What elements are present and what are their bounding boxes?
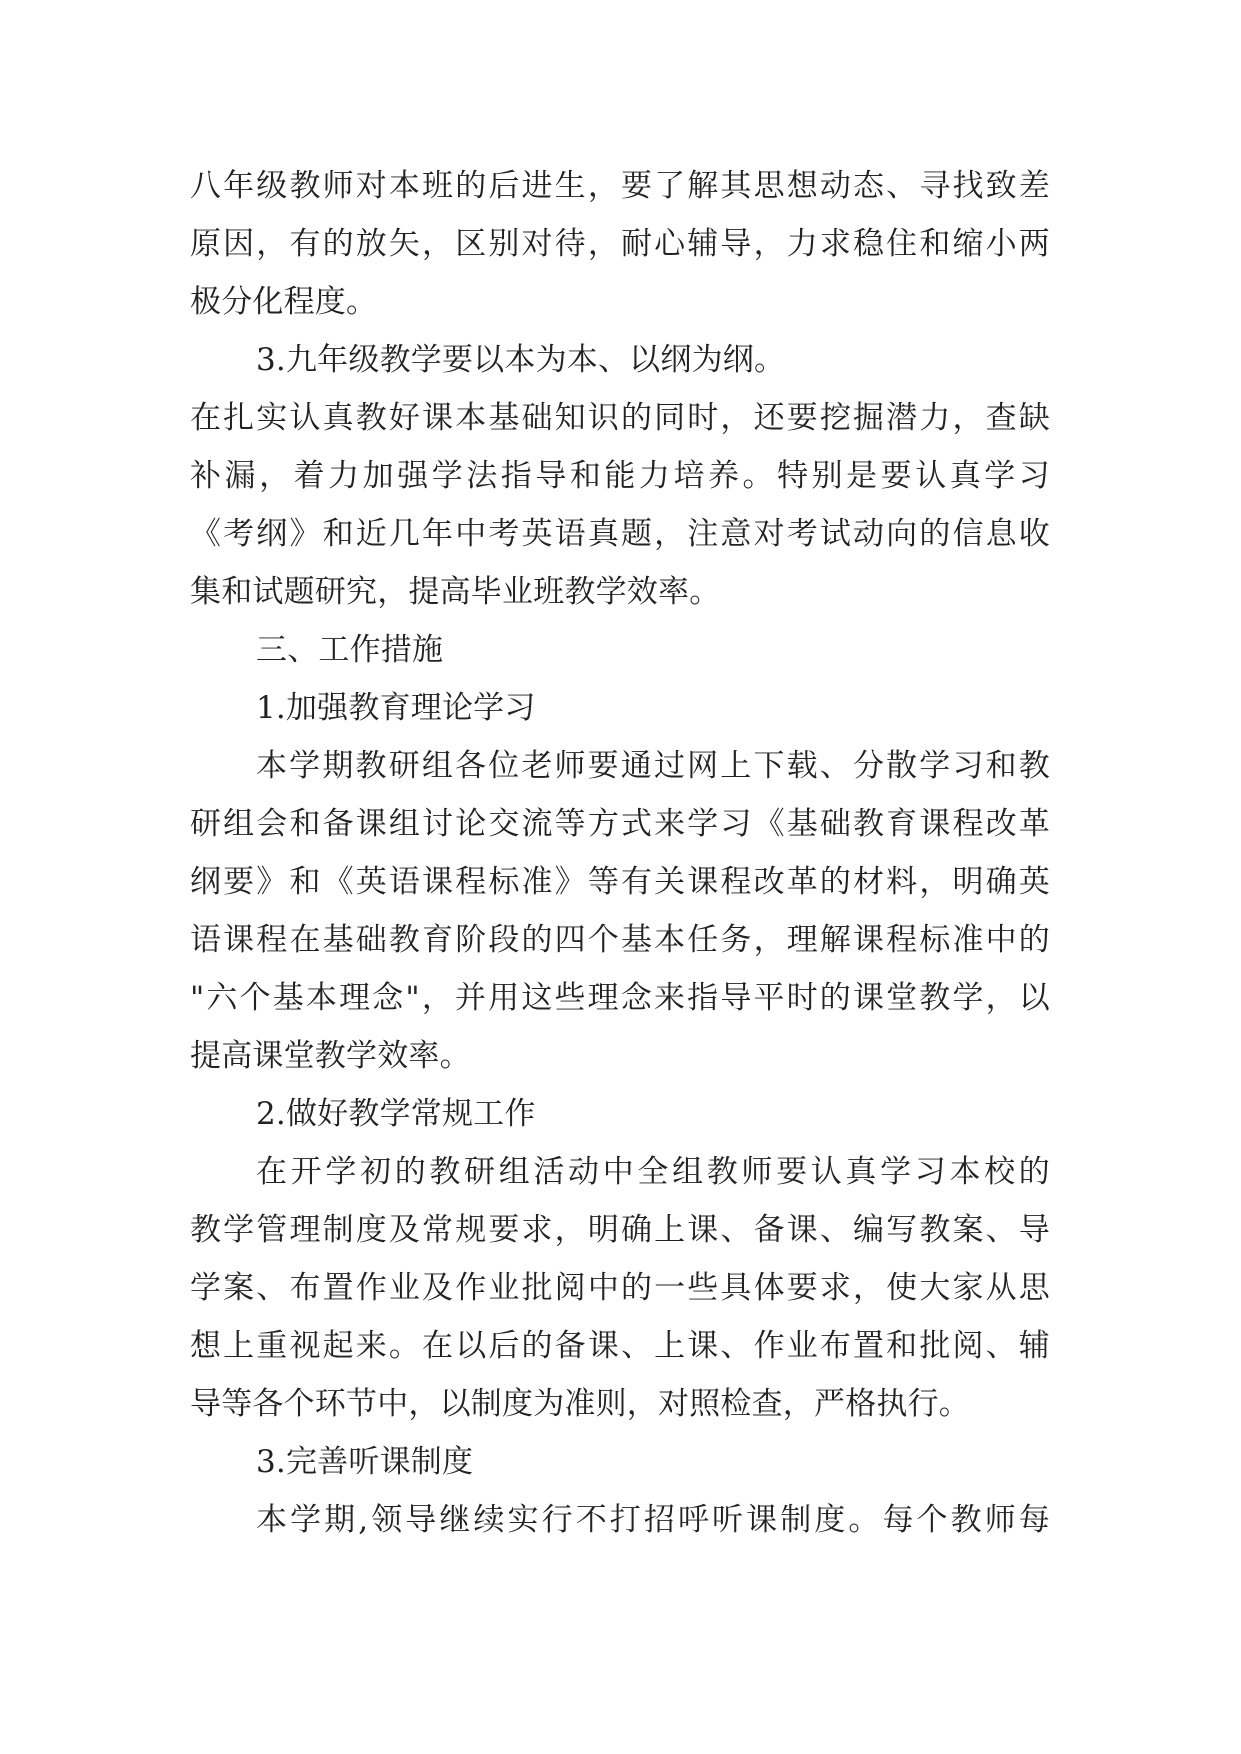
body-text-line: 纲要》和《英语课程标准》等有关课程改革的材料，明确英 — [190, 864, 1050, 900]
subsection-heading: 3.完善听课制度 — [256, 1444, 474, 1480]
body-text-line: 补漏，着力加强学法指导和能力培养。特别是要认真学习 — [190, 458, 1050, 494]
list-item-heading: 3.九年级教学要以本为本、以纲为纲。 — [256, 342, 786, 378]
body-text-line: 在开学初的教研组活动中全组教师要认真学习本校的 — [256, 1154, 1050, 1190]
subsection-heading: 1.加强教育理论学习 — [256, 690, 536, 726]
body-text-line: 研组会和备课组讨论交流等方式来学习《基础教育课程改革 — [190, 806, 1050, 842]
subsection-heading: 2.做好教学常规工作 — [256, 1096, 536, 1132]
body-text-line: 《考纲》和近几年中考英语真题，注意对考试动向的信息收 — [190, 516, 1050, 552]
body-text-line: 集和试题研究，提高毕业班教学效率。 — [190, 574, 721, 610]
body-text-line: "六个基本理念"，并用这些理念来指导平时的课堂教学，以 — [190, 980, 1050, 1016]
body-text-line: 提高课堂教学效率。 — [190, 1038, 471, 1074]
body-text-line: 学案、布置作业及作业批阅中的一些具体要求，使大家从思 — [190, 1270, 1050, 1306]
section-heading: 三、工作措施 — [256, 632, 444, 668]
body-text-line: 原因，有的放矢，区别对待，耐心辅导，力求稳住和缩小两 — [190, 226, 1050, 262]
body-text-line: 本学期教研组各位老师要通过网上下载、分散学习和教 — [256, 748, 1050, 784]
body-text-line: 教学管理制度及常规要求，明确上课、备课、编写教案、导 — [190, 1212, 1050, 1248]
body-text-line: 想上重视起来。在以后的备课、上课、作业布置和批阅、辅 — [190, 1328, 1050, 1364]
body-text-line: 本学期,领导继续实行不打招呼听课制度。每个教师每 — [256, 1502, 1050, 1538]
body-text-line: 八年级教师对本班的后进生，要了解其思想动态、寻找致差 — [190, 168, 1050, 204]
body-text-line: 极分化程度。 — [190, 284, 378, 320]
body-text-line: 导等各个环节中，以制度为准则，对照检查，严格执行。 — [190, 1386, 970, 1422]
body-text-line: 语课程在基础教育阶段的四个基本任务，理解课程标准中的 — [190, 922, 1050, 958]
body-text-line: 在扎实认真教好课本基础知识的同时，还要挖掘潜力，查缺 — [190, 400, 1050, 436]
